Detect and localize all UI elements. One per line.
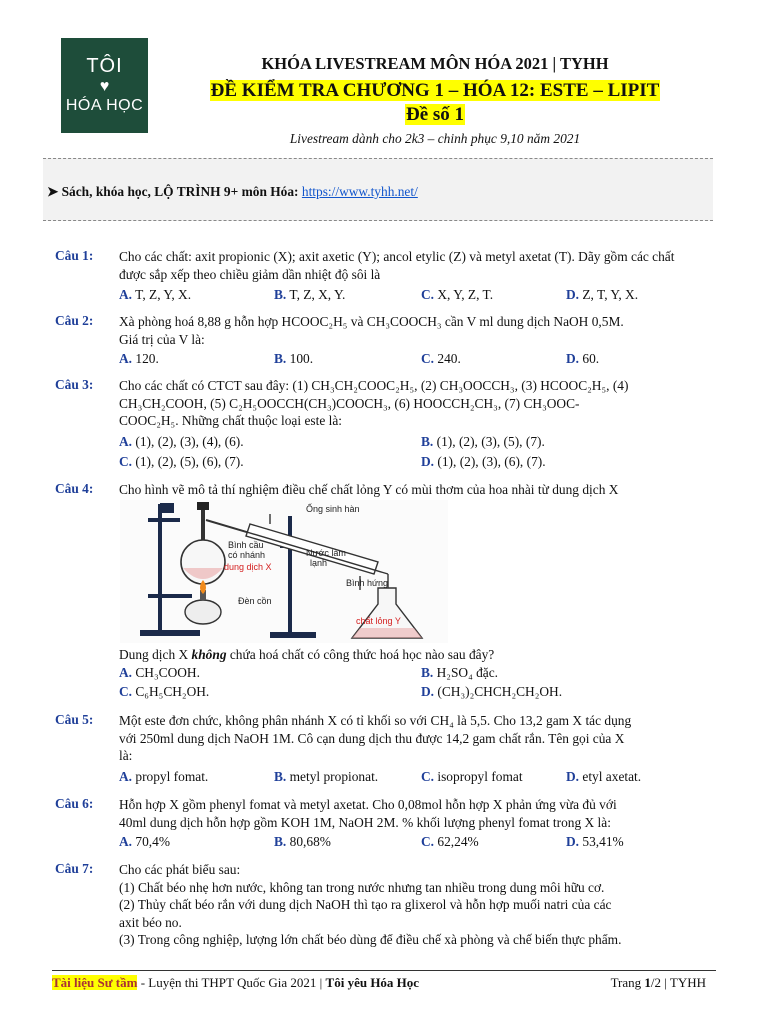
question-label: Câu 4: <box>55 481 94 496</box>
question-label: Câu 1: <box>55 248 94 263</box>
footer-left <box>52 975 419 991</box>
answer-options <box>119 665 715 683</box>
exam-number-text: Đề số 1 <box>405 104 465 125</box>
question-text <box>119 481 715 499</box>
lamp-label: Đèn cồn <box>238 596 272 606</box>
option-c[interactable]: C. X, Y, Z, T. <box>421 287 494 302</box>
question-line: COOC₂H₅. Những chất thuộc loại este là: <box>119 413 342 428</box>
question-line: (2) Thủy chất béo rắn với dung dịch NaOH thì tạo ra glixerol và hỗn hợp muối natri của các <box>119 897 612 912</box>
question-label: Câu 2: <box>55 313 94 328</box>
question-stem: Dung dịch X <box>119 647 192 662</box>
condenser-label: Ống sinh hàn <box>306 504 360 514</box>
question-text <box>119 248 715 283</box>
question-stem-end: chứa hoá chất có công thức hoá học nào sau đây? <box>226 647 495 662</box>
option-c[interactable]: C. 240. <box>421 351 461 366</box>
option-b[interactable]: B. metyl propionat. <box>274 769 379 784</box>
answer-options <box>119 834 715 852</box>
option-d[interactable]: D. etyl axetat. <box>566 769 642 784</box>
option-c[interactable]: C. (1), (2), (5), (6), (7). <box>119 454 244 469</box>
question-emphasis: không <box>191 647 227 662</box>
logo-line-2: HÓA HỌC <box>65 97 144 114</box>
question-text <box>119 796 715 831</box>
question-line: Cho các phát biểu sau: <box>119 862 241 877</box>
exam-subtitle: Livestream dành cho 2k3 – chinh phục 9,10 năm 2021 <box>289 131 581 146</box>
question-line: (1) Chất béo nhẹ hơn nước, không tan trong nước nhưng tan nhiều trong dung môi hữu cơ. <box>119 879 605 895</box>
option-d[interactable]: D. 53,41% <box>566 834 624 849</box>
question-line: Giá trị của V là: <box>119 331 205 347</box>
question-line: Hỗn hợp X gồm phenyl fomat và metyl axetat. Cho 0,08mol hỗn hợp X phản ứng vừa đủ với <box>119 797 617 812</box>
logo-line-1: TÔI <box>86 55 123 78</box>
banner-text: Sách, khóa học, LỘ TRÌNH 9+ môn Hóa: <box>61 184 299 199</box>
arrow-icon: ➤ <box>47 184 59 199</box>
footer-mid: - Luyện thi THPT Quốc Gia 2021 | <box>137 975 326 990</box>
option-d[interactable]: D. 60. <box>566 351 600 366</box>
question-line: 40ml dung dịch hỗn hợp gồm KOH 1M, NaOH 2M. % khối lượng phenyl fomat trong X là: <box>119 814 611 830</box>
option-d[interactable]: D. (CH₃)₂CHCH₂CH₂OH. <box>421 684 563 699</box>
answer-options <box>119 434 715 452</box>
question-line: được sắp xếp theo chiều giảm dần nhiệt độ sôi là <box>119 266 381 282</box>
flask-label: Bình cầu <box>228 540 264 550</box>
heart-icon: ♥ <box>99 78 110 96</box>
question-line: Cho các chất: axit propionic (X); axit axetic (Y); ancol etylic (Z) và metyl axetat (T). Dãy gồm các chất <box>119 249 675 264</box>
liquid-y-label: chất lỏng Y <box>356 616 401 626</box>
option-b[interactable]: B. 100. <box>274 351 314 366</box>
option-a[interactable]: A. 70,4% <box>119 834 170 849</box>
option-b[interactable]: B. H₂SO₄ đặc. <box>421 665 499 680</box>
answer-options <box>119 351 715 369</box>
solution-x-label: dung dịch X <box>224 562 272 572</box>
receiver-label: Bình hứng <box>346 578 389 588</box>
question-line: Cho các chất có CTCT sau đây: (1) CH₃CH₂COOC₂H₅, (2) CH₃OOCCH₃, (3) HCOOC₂H₅, (4) <box>119 378 629 393</box>
cooling-water-label: Nước làm <box>306 548 346 558</box>
resource-banner <box>43 158 713 221</box>
option-a[interactable]: A. T, Z, Y, X. <box>119 287 192 302</box>
question-text <box>119 313 715 348</box>
option-c[interactable]: C. C₆H₅CH₂OH. <box>119 684 210 699</box>
question-label: Câu 7: <box>55 861 94 876</box>
distillation-diagram <box>120 500 448 643</box>
exam-title <box>150 80 720 102</box>
question-line: Một este đơn chức, không phân nhánh X có tỉ khối so với CH₄ là 5,5. Cho 13,2 gam X tác dụng <box>119 713 632 728</box>
question-line: với 250ml dung dịch NaOH 1M. Cô cạn dung dịch thu được 14,2 gam chất rắn. Tên gọi của X <box>119 730 625 746</box>
exam-number <box>150 104 720 126</box>
answer-options <box>119 684 715 702</box>
option-a[interactable]: A. propyl fomat. <box>119 769 209 784</box>
tyhh-link[interactable]: https://www.tyhh.net/ <box>301 184 418 199</box>
question-label: Câu 3: <box>55 377 94 392</box>
cooling-water-label-2: lạnh <box>310 558 328 568</box>
option-b[interactable]: B. T, Z, X, Y. <box>274 287 346 302</box>
question-text <box>119 646 715 664</box>
option-c[interactable]: C. 62,24% <box>421 834 479 849</box>
footer-brand: Tôi yêu Hóa Học <box>325 975 420 990</box>
question-text <box>119 377 715 430</box>
question-line: axit béo no. <box>119 914 182 930</box>
course-title: KHÓA LIVESTREAM MÔN HÓA 2021 | TYHH <box>261 54 609 73</box>
exam-title-text: ĐỀ KIỂM TRA CHƯƠNG 1 – HÓA 12: ESTE – LIPIT <box>210 80 660 101</box>
option-d[interactable]: D. Z, T, Y, X. <box>566 287 639 302</box>
option-a[interactable]: A. 120. <box>119 351 159 366</box>
question-text <box>119 861 715 949</box>
flask-label-2: có nhánh <box>228 550 266 560</box>
question-label: Câu 6: <box>55 796 94 811</box>
page-number: Trang 1/2 | TYHH <box>610 975 706 990</box>
banner-text-row <box>47 184 418 200</box>
question-line: là: <box>119 748 133 763</box>
question-label: Câu 5: <box>55 712 94 727</box>
answer-options <box>119 769 715 787</box>
option-b[interactable]: B. (1), (2), (3), (5), (7). <box>421 434 545 449</box>
answer-options <box>119 454 715 472</box>
source-tag: Tài liệu Sư tầm <box>52 975 138 990</box>
question-text <box>119 712 715 765</box>
question-line: Cho hình vẽ mô tả thí nghiệm điều chế chất lỏng Y có mùi thơm của hoa nhài từ dung dịch X <box>119 482 619 497</box>
option-a[interactable]: A. CH₃COOH. <box>119 665 200 680</box>
option-c[interactable]: C. isopropyl fomat <box>421 769 523 784</box>
question-line: CH₃CH₂COOH, (5) C₂H₅OOCCH(CH₃)COOCH₃, (6) HOOCCH₂CH₃, (7) CH₃OOC- <box>119 395 580 411</box>
brand-logo <box>61 38 148 133</box>
option-b[interactable]: B. 80,68% <box>274 834 331 849</box>
answer-options <box>119 287 715 305</box>
option-d[interactable]: D. (1), (2), (3), (6), (7). <box>421 454 546 469</box>
footer-divider <box>52 970 716 971</box>
question-line: (3) Trong công nghiệp, lượng lớn chất béo dùng để điều chế xà phòng và chế biến thực phẩm. <box>119 932 622 947</box>
question-line: Xà phòng hoá 8,88 g hỗn hợp HCOOC₂H₅ và CH₃COOCH₃ cần V ml dung dịch NaOH 0,5M. <box>119 314 624 329</box>
option-a[interactable]: A. (1), (2), (3), (4), (6). <box>119 434 244 449</box>
